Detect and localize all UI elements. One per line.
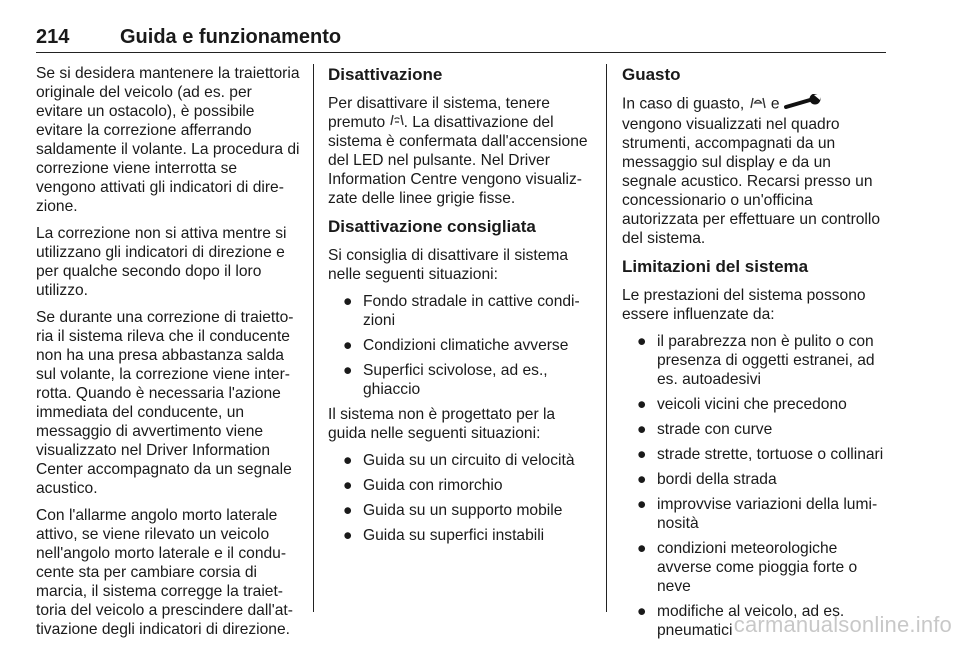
text: In caso di guasto,	[622, 95, 745, 113]
section-heading-guasto: Guasto	[622, 65, 681, 84]
bullet-list	[328, 292, 594, 399]
bullet-icon: ●	[637, 446, 647, 463]
text: . La disattivazione del sistema è confermata dall'accensione del LED nel pulsante. Nel Driver Information Centre vengono visualizzate delle linee grigie fisse.	[328, 114, 588, 208]
bullet-icon: ●	[637, 333, 647, 350]
paragraph: Si consiglia di disattivare il sistema nelle seguenti situazioni:	[328, 247, 569, 284]
bullet-icon: ●	[343, 362, 353, 380]
paragraph	[622, 94, 886, 248]
column-divider	[313, 64, 314, 612]
section-heading-limitazioni: Limitazioni del sistema	[622, 257, 809, 276]
list-item: ● Fondo stradale in cattive condizioni	[343, 293, 580, 330]
header-divider	[36, 52, 886, 53]
text: Per disattivare il sistema, tenere premuto	[328, 95, 550, 131]
bullet-icon: ●	[637, 396, 647, 413]
list-item: ● Guida su superfici instabili	[343, 527, 545, 545]
section-heading-disattivazione-consigliata: Disattivazione consigliata	[328, 217, 536, 237]
paragraph: Le prestazioni del sistema possono essere influenzate da:	[622, 287, 866, 323]
paragraph: La correzione non si attiva mentre si utilizzano gli indicatori di direzione e per qualche secondo dopo il loro utilizzo.	[36, 225, 287, 299]
lane-assist-warning-icon	[749, 95, 767, 114]
list-item: ● strade strette, tortuose o collinari	[637, 446, 884, 463]
list-item: ● Condizioni climatiche avverse	[343, 337, 569, 355]
bullet-list	[622, 332, 886, 640]
bullet-icon: ●	[637, 471, 647, 488]
bullet-icon: ●	[343, 293, 353, 311]
wrench-icon	[784, 94, 824, 115]
column-right	[622, 64, 886, 646]
page-number: 214	[36, 26, 70, 48]
watermark: carmanualsonline.info	[733, 612, 952, 637]
bullet-icon: ●	[637, 421, 647, 438]
column-left	[36, 64, 300, 647]
page-header	[36, 26, 886, 50]
text: e	[770, 95, 780, 113]
list-item: ● improvvise variazioni della luminosità	[637, 496, 878, 532]
bullet-icon: ●	[637, 496, 647, 513]
list-item: ● veicoli vicini che precedono	[637, 396, 847, 413]
lane-keep-button-icon	[390, 113, 404, 132]
paragraph	[328, 94, 594, 208]
list-item: ● Superfici scivolose, ad es., ghiaccio	[343, 362, 548, 399]
list-item: ● Guida su un supporto mobile	[343, 502, 563, 520]
bullet-icon: ●	[343, 502, 353, 520]
list-item: ● bordi della strada	[637, 471, 777, 488]
section-heading-disattivazione: Disattivazione	[328, 65, 443, 84]
text: vengono visualizzati nel quadro strumenti, accompagnati da un messaggio sul display e da un segnale acustico. Recarsi presso un concessionario o un'officina autorizzata per effettuare un controllo del sistema.	[622, 116, 881, 247]
column-divider	[606, 64, 607, 612]
list-item: ● modifiche al veicolo, ad es. pneumatici	[637, 603, 845, 639]
list-item: ● condizioni meteorologiche avverse come pioggia forte o neve	[637, 540, 858, 595]
paragraph: Il sistema non è progettato per la guida nelle seguenti situazioni:	[328, 406, 556, 443]
paragraph: Se si desidera mantenere la traiettoria originale del veicolo (ad es. per evitare un ostacolo), è possibile evitare la correzione afferrando saldamente il volante. La procedura di correzione viene interrotta se vengono attivati gli indicatori di direzione.	[36, 65, 300, 215]
bullet-list	[328, 451, 594, 545]
list-item: ● strade con curve	[637, 421, 773, 438]
list-item: ● Guida con rimorchio	[343, 477, 503, 495]
bullet-icon: ●	[637, 603, 647, 620]
page-title: Guida e funzionamento	[120, 26, 342, 48]
bullet-icon: ●	[343, 452, 353, 470]
column-middle	[328, 64, 594, 551]
bullet-icon: ●	[637, 540, 647, 557]
bullet-icon: ●	[343, 477, 353, 495]
list-item: ● Guida su un circuito di velocità	[343, 452, 575, 470]
bullet-icon: ●	[343, 337, 353, 355]
list-item: ● il parabrezza non è pulito o con presenza di oggetti estranei, ad es. autoadesivi	[637, 333, 875, 388]
bullet-icon: ●	[343, 527, 353, 545]
paragraph: Se durante una correzione di traiettoria il sistema rileva che il conducente non ha una presa abbastanza salda sul volante, la correzione viene interrotta. Quando è necessaria l'azione immediata del conducente, un messaggio di avvertimento viene visualizzato nel Driver Information Center accompagnato da un segnale acustico.	[36, 309, 294, 497]
paragraph: Con l'allarme angolo morto laterale attivo, se viene rilevato un veicolo nell'angolo morto laterale e il conducente sta per cambiare corsia di marcia, il sistema corregge la traiettoria del veicolo a prescindere dall'attivazione degli indicatori di direzione.	[36, 507, 293, 638]
